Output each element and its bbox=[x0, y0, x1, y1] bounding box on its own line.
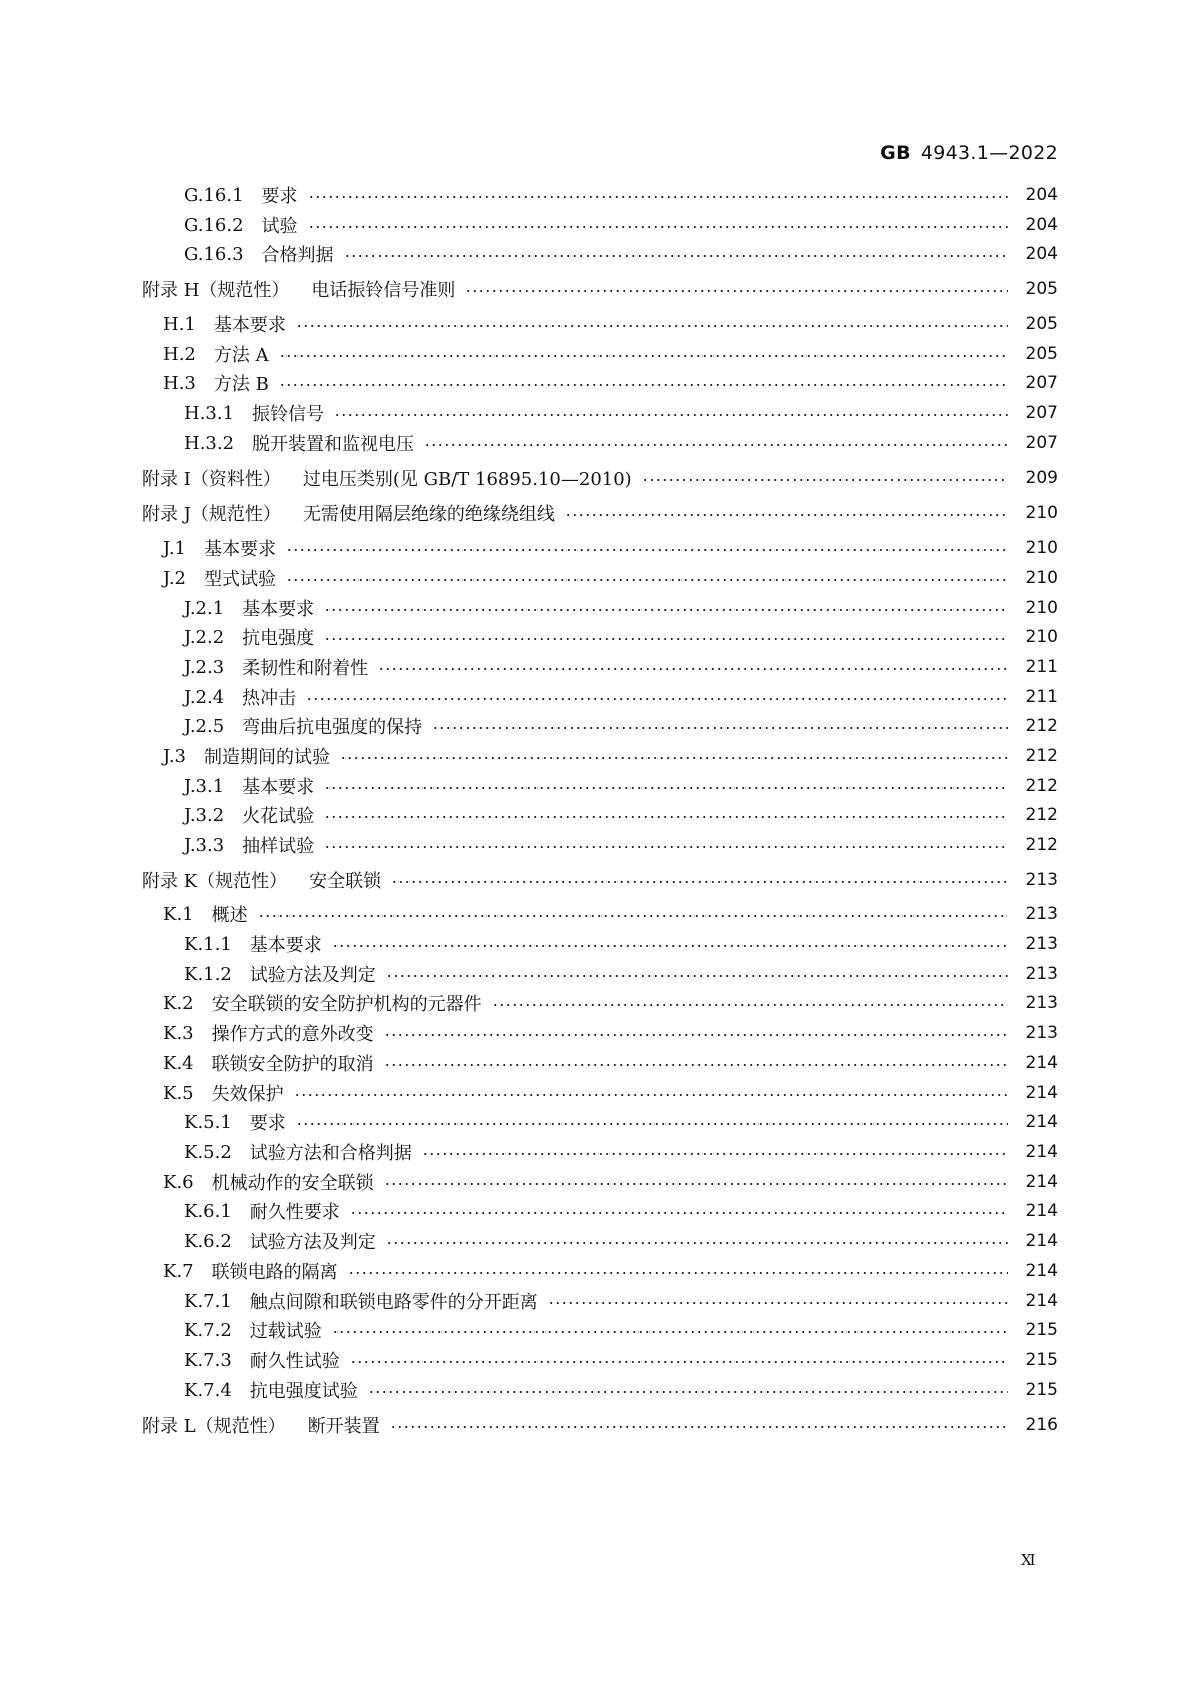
toc-entry-code: K.1 bbox=[163, 903, 194, 925]
toc-entry-title: 型式试验 bbox=[204, 569, 276, 590]
toc-entry-title: 制造期间的试验 bbox=[204, 747, 330, 768]
toc-entry-title: 振铃信号 bbox=[252, 404, 325, 425]
dot-leader bbox=[384, 1034, 1008, 1036]
dot-leader bbox=[386, 975, 1008, 977]
toc-entry-title: 试验方法及判定 bbox=[249, 965, 376, 986]
toc-entry[interactable] bbox=[0, 1228, 1191, 1254]
toc-entry[interactable] bbox=[0, 500, 1191, 526]
dot-leader bbox=[296, 1123, 1008, 1125]
toc-entry-page: 212 bbox=[1025, 716, 1058, 736]
toc-entry[interactable] bbox=[0, 961, 1191, 987]
toc-entry-page: 207 bbox=[1025, 373, 1058, 393]
toc-entry-title: 试验方法和合格判据 bbox=[249, 1143, 412, 1164]
toc-entry-page: 214 bbox=[1025, 1142, 1058, 1162]
dot-leader bbox=[324, 816, 1008, 818]
toc-entry[interactable] bbox=[0, 1139, 1191, 1165]
toc-entry-page: 210 bbox=[1025, 538, 1058, 558]
toc-entry-code: 附录 J（规范性） bbox=[142, 504, 281, 525]
dot-leader bbox=[279, 384, 1008, 386]
toc-entry-page: 211 bbox=[1025, 687, 1058, 707]
dot-leader bbox=[258, 915, 1008, 917]
dot-leader bbox=[340, 757, 1008, 759]
toc-entry-title: 无需使用隔层绝缘的绝缘绕组线 bbox=[302, 504, 555, 525]
toc-entry-title: 弯曲后抗电强度的保持 bbox=[242, 717, 423, 738]
toc-entry[interactable] bbox=[0, 311, 1191, 337]
toc-entry-code: J.3 bbox=[163, 745, 186, 767]
toc-entry-page: 210 bbox=[1025, 627, 1058, 647]
toc-entry-title: 热冲击 bbox=[242, 688, 297, 709]
toc-entry-title: 安全联锁 bbox=[309, 871, 382, 892]
toc-entry-code: G.16.3 bbox=[184, 243, 244, 265]
toc-entry-code: K.4 bbox=[163, 1052, 194, 1074]
toc-entry-code: J.3.3 bbox=[184, 834, 225, 856]
toc-entry-code: 附录 K（规范性） bbox=[142, 871, 288, 892]
toc-entry-page: 214 bbox=[1025, 1053, 1058, 1073]
toc-entry-title: 合格判据 bbox=[261, 245, 334, 266]
toc-entry-page: 204 bbox=[1025, 185, 1058, 205]
toc-entry-title: 抽样试验 bbox=[242, 836, 315, 857]
standard-prefix: GB bbox=[880, 142, 911, 164]
toc-entry[interactable] bbox=[0, 1109, 1191, 1135]
toc-entry-code: J.2.5 bbox=[184, 715, 225, 737]
toc-entry-code: K.7.1 bbox=[184, 1290, 232, 1312]
toc-entry-code: K.2 bbox=[163, 992, 194, 1014]
toc-entry-title: 要求 bbox=[261, 186, 298, 207]
toc-entry-code: H.1 bbox=[163, 313, 196, 335]
toc-entry-code: J.3.2 bbox=[184, 804, 225, 826]
toc-entry-code: K.7 bbox=[163, 1260, 194, 1282]
toc-entry[interactable] bbox=[0, 212, 1191, 238]
toc-entry-title: 基本要求 bbox=[213, 315, 286, 336]
toc-entry-page: 212 bbox=[1025, 776, 1058, 796]
dot-leader bbox=[465, 290, 1008, 292]
toc-entry[interactable] bbox=[0, 990, 1191, 1016]
toc-entry-page: 213 bbox=[1025, 870, 1058, 890]
toc-entry[interactable] bbox=[0, 802, 1191, 828]
dot-leader bbox=[279, 355, 1008, 357]
standard-number bbox=[880, 142, 1058, 164]
toc-entry-page: 214 bbox=[1025, 1083, 1058, 1103]
toc-entry[interactable] bbox=[0, 1050, 1191, 1076]
dot-leader bbox=[565, 514, 1008, 516]
dot-leader bbox=[306, 698, 1008, 700]
toc-entry-code: K.6.2 bbox=[184, 1230, 232, 1252]
toc-entry-page: 205 bbox=[1025, 344, 1058, 364]
dot-leader bbox=[368, 1391, 1008, 1393]
toc-entry-title: 方法 B bbox=[213, 374, 269, 395]
dot-leader bbox=[390, 1426, 1008, 1428]
toc-entry-code: G.16.2 bbox=[184, 214, 244, 236]
toc-entry-page: 213 bbox=[1025, 904, 1058, 924]
toc-entry-code: 附录 L（规范性） bbox=[142, 1416, 286, 1437]
dot-leader bbox=[384, 1183, 1008, 1185]
toc-entry-code: K.5 bbox=[163, 1082, 194, 1104]
dot-leader bbox=[334, 414, 1008, 416]
toc-entry-page: 213 bbox=[1025, 964, 1058, 984]
toc-entry-code: K.6 bbox=[163, 1171, 194, 1193]
toc-entry-title: 概述 bbox=[211, 905, 248, 926]
toc-entry[interactable] bbox=[0, 901, 1191, 927]
toc-entry-page: 210 bbox=[1025, 568, 1058, 588]
dot-leader bbox=[492, 1004, 1008, 1006]
dot-leader bbox=[348, 1272, 1008, 1274]
toc-entry-page: 215 bbox=[1025, 1350, 1058, 1370]
toc-entry-page: 204 bbox=[1025, 215, 1058, 235]
toc-entry-title: 试验 bbox=[261, 216, 298, 237]
toc-entry-code: J.3.1 bbox=[184, 775, 225, 797]
toc-entry[interactable] bbox=[0, 241, 1191, 267]
dot-leader bbox=[384, 1064, 1008, 1066]
dot-leader bbox=[332, 1331, 1008, 1333]
dot-leader bbox=[324, 787, 1008, 789]
toc-entry[interactable] bbox=[0, 1412, 1191, 1438]
toc-entry-page: 210 bbox=[1025, 503, 1058, 523]
toc-entry-page: 214 bbox=[1025, 1201, 1058, 1221]
toc-entry[interactable] bbox=[0, 1020, 1191, 1046]
toc-entry[interactable] bbox=[0, 1080, 1191, 1106]
toc-entry-code: J.1 bbox=[163, 537, 186, 559]
toc-entry[interactable] bbox=[0, 1169, 1191, 1195]
toc-entry[interactable] bbox=[0, 931, 1191, 957]
dot-leader bbox=[324, 846, 1008, 848]
toc-entry-title: 联锁电路的隔离 bbox=[211, 1262, 338, 1283]
toc-entry-title: 耐久性要求 bbox=[249, 1202, 340, 1223]
toc-entry-title: 触点间隙和联锁电路零件的分开距离 bbox=[249, 1292, 538, 1313]
toc-entry-title: 耐久性试验 bbox=[249, 1351, 340, 1372]
toc-entry-page: 205 bbox=[1025, 279, 1058, 299]
toc-entry[interactable] bbox=[0, 773, 1191, 799]
toc-entry-title: 方法 A bbox=[213, 345, 269, 366]
dot-leader bbox=[308, 226, 1008, 228]
toc-entry-title: 要求 bbox=[249, 1113, 286, 1134]
toc-entry-page: 207 bbox=[1025, 433, 1058, 453]
toc-entry-code: J.2.2 bbox=[184, 626, 225, 648]
toc-entry[interactable] bbox=[0, 654, 1191, 680]
toc-entry-title: 脱开装置和监视电压 bbox=[252, 434, 415, 455]
toc-entry[interactable] bbox=[0, 565, 1191, 591]
toc-entry-page: 214 bbox=[1025, 1291, 1058, 1311]
dot-leader bbox=[350, 1212, 1008, 1214]
toc-entry[interactable] bbox=[0, 535, 1191, 561]
toc-entry[interactable] bbox=[0, 1288, 1191, 1314]
toc-entry-title: 断开装置 bbox=[307, 1416, 380, 1437]
toc-entry-title: 基本要求 bbox=[242, 777, 315, 798]
toc-entry-code: H.3.2 bbox=[184, 432, 235, 454]
toc-entry-page: 212 bbox=[1025, 746, 1058, 766]
toc-entry[interactable] bbox=[0, 743, 1191, 769]
dot-leader bbox=[378, 668, 1008, 670]
toc-entry-code: H.2 bbox=[163, 343, 196, 365]
toc-entry[interactable] bbox=[0, 684, 1191, 710]
toc-entry-page: 209 bbox=[1025, 468, 1058, 488]
toc-entry-page: 205 bbox=[1025, 314, 1058, 334]
toc-entry-title: 安全联锁的安全防护机构的元器件 bbox=[211, 994, 482, 1015]
toc-entry-title: 基本要求 bbox=[242, 599, 315, 620]
toc-entry[interactable] bbox=[0, 867, 1191, 893]
toc-entry[interactable] bbox=[0, 1258, 1191, 1284]
toc-entry-title: 联锁安全防护的取消 bbox=[211, 1054, 374, 1075]
toc-entry-page: 212 bbox=[1025, 835, 1058, 855]
toc-entry[interactable] bbox=[0, 713, 1191, 739]
toc-entry-title: 柔韧性和附着性 bbox=[242, 658, 369, 679]
toc-entry-title: 试验方法及判定 bbox=[249, 1232, 376, 1253]
toc-entry-code: K.1.2 bbox=[184, 963, 232, 985]
toc-entry-page: 213 bbox=[1025, 993, 1058, 1013]
toc-entry[interactable] bbox=[0, 341, 1191, 367]
toc-entry-title: 抗电强度试验 bbox=[249, 1381, 358, 1402]
toc-entry-page: 207 bbox=[1025, 403, 1058, 423]
toc-entry[interactable] bbox=[0, 624, 1191, 650]
toc-entry-code: J.2 bbox=[163, 567, 186, 589]
toc-entry-page: 214 bbox=[1025, 1172, 1058, 1192]
toc-entry-page: 212 bbox=[1025, 805, 1058, 825]
toc-entry-page: 215 bbox=[1025, 1380, 1058, 1400]
toc-entry-title: 机械动作的安全联锁 bbox=[211, 1173, 374, 1194]
dot-leader bbox=[422, 1153, 1008, 1155]
toc-entry-title: 过载试验 bbox=[249, 1321, 322, 1342]
toc-entry-code: K.7.4 bbox=[184, 1379, 232, 1401]
toc-entry[interactable] bbox=[0, 595, 1191, 621]
toc-entry-title: 抗电强度 bbox=[242, 628, 315, 649]
dot-leader bbox=[642, 479, 1008, 481]
toc-entry-title: 火花试验 bbox=[242, 806, 315, 827]
toc-entry[interactable] bbox=[0, 832, 1191, 858]
toc-entry-title: 失效保护 bbox=[211, 1084, 284, 1105]
toc-entry-code: J.2.1 bbox=[184, 597, 225, 619]
toc-entry-code: 附录 I（资料性） bbox=[142, 469, 281, 490]
toc-entry[interactable] bbox=[0, 430, 1191, 456]
dot-leader bbox=[296, 325, 1008, 327]
toc-entry-page: 214 bbox=[1025, 1231, 1058, 1251]
toc-entry-page: 211 bbox=[1025, 657, 1058, 677]
toc-entry[interactable] bbox=[0, 370, 1191, 396]
toc-entry-code: K.5.2 bbox=[184, 1141, 232, 1163]
dot-leader bbox=[386, 1242, 1008, 1244]
toc-entry-page: 214 bbox=[1025, 1112, 1058, 1132]
toc-entry-code: H.3 bbox=[163, 372, 196, 394]
dot-leader bbox=[294, 1094, 1008, 1096]
toc-entry-code: H.3.1 bbox=[184, 402, 235, 424]
toc-entry-page: 213 bbox=[1025, 1023, 1058, 1043]
dot-leader bbox=[332, 945, 1008, 947]
dot-leader bbox=[286, 549, 1008, 551]
toc-entry-title: 电话振铃信号准则 bbox=[311, 280, 456, 301]
dot-leader bbox=[324, 609, 1008, 611]
toc-entry-code: K.1.1 bbox=[184, 933, 232, 955]
toc-entry-code: K.6.1 bbox=[184, 1200, 232, 1222]
dot-leader bbox=[308, 196, 1008, 198]
toc-entry[interactable] bbox=[0, 1198, 1191, 1224]
toc-entry[interactable] bbox=[0, 400, 1191, 426]
toc-entry-code: J.2.3 bbox=[184, 656, 225, 678]
dot-leader bbox=[286, 579, 1008, 581]
toc-entry[interactable] bbox=[0, 465, 1191, 491]
dot-leader bbox=[391, 881, 1008, 883]
dot-leader bbox=[424, 444, 1008, 446]
toc-entry-title: 操作方式的意外改变 bbox=[211, 1024, 374, 1045]
toc-entry-title: 基本要求 bbox=[249, 935, 322, 956]
toc-entry[interactable] bbox=[0, 276, 1191, 302]
toc-entry[interactable] bbox=[0, 1347, 1191, 1373]
dot-leader bbox=[548, 1302, 1008, 1304]
dot-leader bbox=[350, 1361, 1008, 1363]
toc-entry-page: 210 bbox=[1025, 598, 1058, 618]
toc-entry-page: 213 bbox=[1025, 934, 1058, 954]
toc-entry-code: K.7.3 bbox=[184, 1349, 232, 1371]
dot-leader bbox=[324, 638, 1008, 640]
toc-entry-code: G.16.1 bbox=[184, 184, 244, 206]
page-number: Ⅺ bbox=[1021, 1551, 1036, 1569]
dot-leader bbox=[344, 255, 1008, 257]
toc-entry[interactable] bbox=[0, 1317, 1191, 1343]
toc-entry[interactable] bbox=[0, 1377, 1191, 1403]
toc-entry-title: 基本要求 bbox=[204, 539, 276, 560]
toc-entry-page: 216 bbox=[1025, 1415, 1058, 1435]
toc-entry-code: J.2.4 bbox=[184, 686, 225, 708]
toc-entry-code: K.5.1 bbox=[184, 1111, 232, 1133]
toc-entry-page: 214 bbox=[1025, 1261, 1058, 1281]
toc-entry-title: 过电压类别(见 GB/T 16895.10—2010) bbox=[302, 469, 632, 490]
toc-entry-code: K.7.2 bbox=[184, 1319, 232, 1341]
standard-code: 4943.1—2022 bbox=[920, 142, 1058, 164]
toc-entry-code: K.3 bbox=[163, 1022, 194, 1044]
toc-entry-page: 204 bbox=[1025, 244, 1058, 264]
dot-leader bbox=[432, 727, 1008, 729]
toc-entry-code: 附录 H（规范性） bbox=[142, 280, 290, 301]
toc-entry-page: 215 bbox=[1025, 1320, 1058, 1340]
toc-entry[interactable] bbox=[0, 182, 1191, 208]
